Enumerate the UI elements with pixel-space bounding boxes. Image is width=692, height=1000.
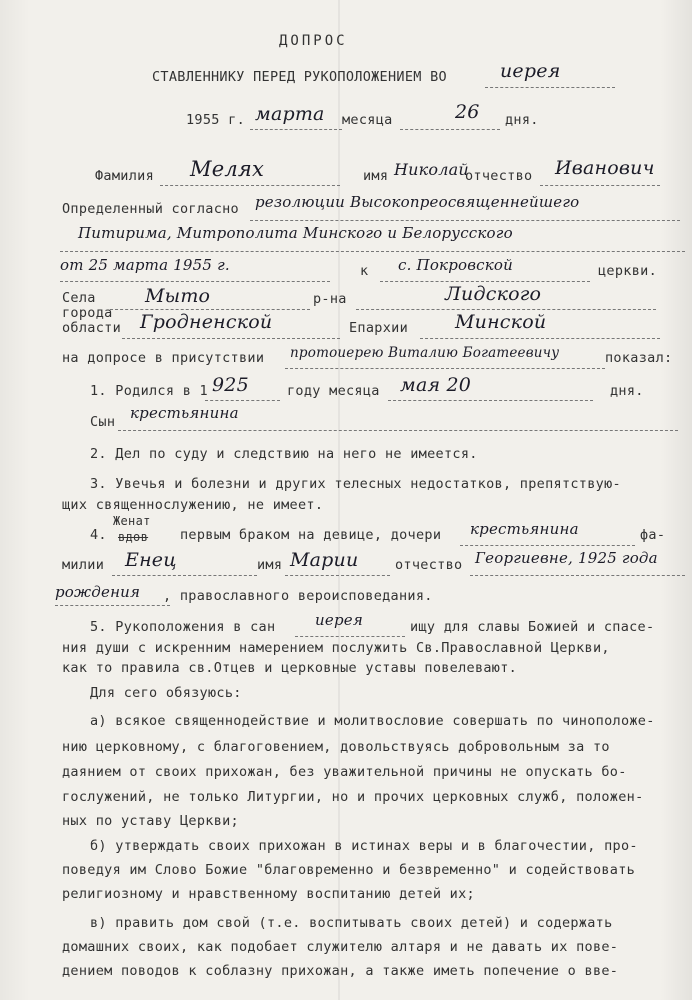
- blank-line: [110, 309, 310, 310]
- blank-line: [295, 636, 405, 637]
- bride-patronymic-label: отчество: [395, 557, 463, 573]
- day-label: дня.: [505, 112, 539, 128]
- month-label: месяца: [342, 112, 393, 128]
- son-label: Сын: [90, 414, 116, 430]
- obligation-b-line: поведуя им Слово Божие "благовременно и безвременно" и содействовать: [62, 862, 636, 878]
- blank-line: [485, 87, 615, 88]
- name-handwritten: Николай: [394, 160, 469, 179]
- surname-label: Фамилия: [95, 168, 154, 184]
- item3-line1: 3. Увечья и болезни и других телесных недостатков, препятствую-: [90, 476, 621, 492]
- bride-name-label: имя: [257, 557, 283, 573]
- obligation-a-line: а) всякое священнодействие и молитвословие совершать по чиноположе-: [90, 713, 655, 729]
- obligation-b-line: религиозному и нравственному воспитанию детей их;: [62, 886, 475, 902]
- widow-label: вдов: [118, 530, 149, 544]
- obligation-a-line: нию церковному, с благоговением, довольствуясь добровольным за то: [62, 739, 610, 755]
- item5-line2: ния души с искренним намерением послужить Св.Православной Церкви,: [62, 640, 610, 656]
- obligation-a-line: гослужений, не только Литургии, но и прочих церковных служб, положен-: [62, 789, 644, 805]
- resolution-line2-handwritten: Питирима, Митрополита Минского и Белорусского: [78, 224, 513, 242]
- interrogation-label: на допросе в присутствии: [62, 350, 265, 366]
- patronymic-label: отчество: [465, 168, 533, 184]
- obligations-intro: Для сего обязуюсь:: [90, 685, 242, 701]
- blank-line: [160, 185, 340, 186]
- to-label: к: [360, 263, 369, 279]
- day-handwritten: 26: [455, 101, 480, 123]
- district-handwritten: Лидского: [445, 283, 542, 305]
- church-label: церкви.: [598, 263, 657, 279]
- birth-month-handwritten: мая 20: [400, 374, 472, 396]
- blank-line: [60, 281, 330, 282]
- item4-end: , православного вероисповедания.: [163, 588, 433, 604]
- village-handwritten: Мыто: [145, 285, 211, 307]
- blank-line: [285, 368, 605, 369]
- item1-prefix: 1. Родился в 1: [90, 383, 208, 399]
- bride-surname-label: милии: [62, 557, 105, 573]
- subtitle-text: СТАВЛЕННИКУ ПЕРЕД РУКОПОЛОЖЕНИЕМ ВО: [152, 69, 447, 85]
- obligation-v-line: в) править дом свой (т.е. воспитывать своих детей) и содержать: [90, 915, 613, 931]
- obligation-a-line: даянием от своих прихожан, без уважительной причины не опускать бо-: [62, 764, 627, 780]
- region-handwritten: Гродненской: [140, 311, 273, 333]
- blank-line: [285, 575, 390, 576]
- item5-prefix: 5. Рукоположения в сан: [90, 619, 276, 635]
- item1-mid: году месяца: [287, 383, 380, 399]
- year-text: 1955 г.: [186, 112, 245, 128]
- eparchy-handwritten: Минской: [455, 311, 547, 333]
- patronymic-handwritten: Иванович: [555, 157, 655, 179]
- surname-handwritten: Мелях: [190, 157, 265, 181]
- obligation-v-line: домашних своих, как подобает служителю алтаря и не давать их пове-: [62, 939, 619, 955]
- blank-line: [112, 575, 257, 576]
- item2-text: 2. Дел по суду и следствию на него не имеется.: [90, 446, 478, 462]
- resolution-line1-handwritten: резолюции Высокопреосвященнейшего: [255, 193, 580, 211]
- village-label: Села: [62, 290, 96, 306]
- bride-patronymic-handwritten: Георгиевне, 1925 года: [475, 549, 658, 567]
- blank-line: [400, 129, 500, 130]
- blank-line: [118, 430, 678, 431]
- bride-father-handwritten: крестьянина: [470, 520, 579, 538]
- obligation-b-line: б) утверждать своих прихожан в истинах веры и в благочестии, про-: [90, 838, 638, 854]
- obligation-a-line: ных по уставу Церкви;: [62, 813, 239, 829]
- rank-handwritten: иерея: [500, 60, 561, 82]
- presence-handwritten: протоиерею Виталию Богатеевичу: [290, 345, 560, 361]
- name-label: имя: [363, 168, 389, 184]
- blank-line: [356, 309, 656, 310]
- blank-line: [205, 400, 280, 401]
- birth-year-handwritten: 925: [212, 374, 249, 396]
- district-label: р-на: [313, 291, 347, 307]
- showed-label: показал:: [605, 350, 673, 366]
- married-label: Женат: [113, 514, 151, 528]
- item1-end: дня.: [610, 383, 644, 399]
- blank-line: [122, 338, 340, 339]
- born-handwritten: рождения: [55, 583, 141, 601]
- blank-line: [388, 400, 593, 401]
- month-handwritten: марта: [255, 103, 325, 125]
- blank-line: [250, 220, 680, 221]
- bride-surname-handwritten: Енец: [125, 549, 177, 571]
- document-title: ДОПРОС: [279, 33, 348, 49]
- item4-fa: фа-: [640, 527, 666, 543]
- resolution-date-handwritten: от 25 марта 1955 г.: [60, 256, 230, 274]
- blank-line: [460, 545, 635, 546]
- determined-label: Определенный согласно: [62, 201, 239, 217]
- blank-line: [420, 338, 660, 339]
- church-handwritten: с. Покровской: [398, 256, 514, 274]
- item4-prefix: 4.: [90, 527, 107, 543]
- item3-line2: щих священнослужению, не имеет.: [62, 497, 324, 513]
- blank-line: [250, 129, 342, 130]
- eparchy-label: Епархии: [349, 320, 408, 336]
- item4-text: первым браком на девице, дочери: [180, 527, 442, 543]
- item5-line3: как то правила св.Отцев и церковные уставы повелевают.: [62, 660, 518, 676]
- item5-line1-end: ищу для славы Божией и спасе-: [410, 619, 655, 635]
- city-label: города: [62, 305, 113, 321]
- bride-name-handwritten: Марии: [290, 549, 359, 571]
- region-label: области: [62, 320, 121, 336]
- ordination-rank-handwritten: иерея: [315, 611, 363, 629]
- blank-line: [380, 281, 590, 282]
- blank-line: [540, 185, 660, 186]
- son-of-handwritten: крестьянина: [130, 404, 239, 422]
- blank-line: [60, 251, 685, 252]
- blank-line: [55, 605, 170, 606]
- blank-line: [470, 575, 685, 576]
- obligation-v-line: дением поводов к соблазну прихожан, а также иметь попечение о вве-: [62, 963, 619, 979]
